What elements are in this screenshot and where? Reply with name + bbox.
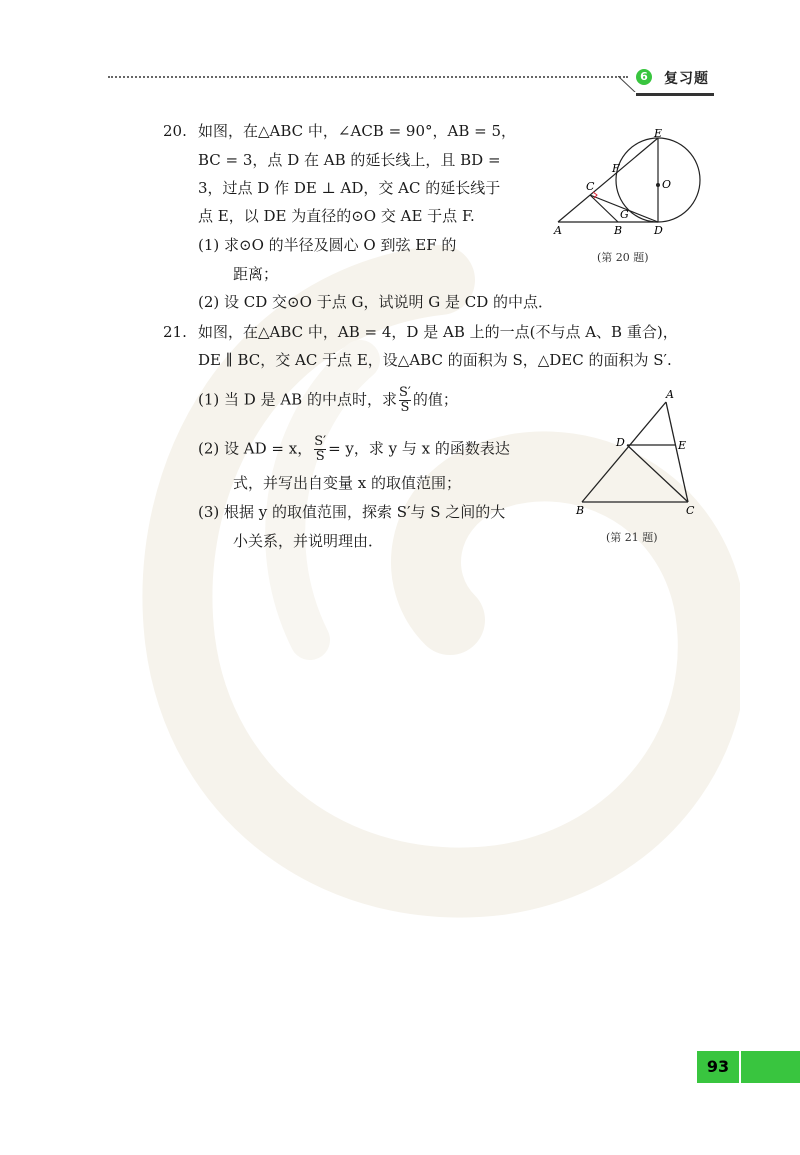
problem-21-number: 21.	[163, 323, 187, 341]
problem-20-line-1: 如图，在△ABC 中，∠ACB = 90°，AB = 5，	[198, 122, 517, 140]
fraction-s-prime-over-s-2	[314, 435, 326, 464]
chapter-number-badge: 6	[636, 69, 652, 85]
figure-21-label-C: C	[686, 504, 695, 517]
figure-20-label-G: G	[620, 208, 629, 221]
problem-21-question-1-text: (1) 当 D 是 AB 的中点时，求	[198, 390, 397, 409]
figure-21-label-A: A	[666, 388, 674, 401]
problem-21-question-3-cont: 小关系，并说明理由．	[233, 532, 384, 550]
fraction-numerator: S′	[398, 385, 411, 400]
figure-20-label-E: E	[654, 128, 663, 140]
problem-21-question-1	[198, 386, 458, 415]
figure-21-label-B: B	[576, 504, 585, 517]
figure-20-label-C: C	[586, 180, 595, 193]
problem-21-line-1: 如图，在△ABC 中，AB = 4，D 是 AB 上的一点(不与点 A、B 重合)，	[198, 323, 678, 341]
problem-20-question-2: (2) 设 CD 交⊙O 于点 G，试说明 G 是 CD 的中点．	[198, 293, 553, 311]
problem-20-line-2: BC = 3，点 D 在 AB 的延长线上，且 BD =	[198, 151, 501, 169]
figure-21-label-D: D	[616, 436, 625, 449]
problem-21-question-3: (3) 根据 y 的取值范围，探索 S′与 S 之间的大	[198, 503, 506, 521]
header-dotted-rule	[108, 76, 628, 78]
fraction-numerator-2: S′	[314, 434, 327, 449]
figure-20-circle-triangle	[548, 128, 718, 240]
chapter-title: 复习题	[664, 71, 709, 87]
figure-20-label-O: O	[662, 178, 672, 191]
problem-20-question-1-cont: 距离；	[233, 265, 279, 283]
problem-21-question-2-text: (2) 设 AD = x，	[198, 439, 313, 458]
page-number: 93	[697, 1051, 739, 1083]
problem-21-question-2-cont: 式，并写出自变量 x 的取值范围；	[233, 474, 461, 492]
figure-21-triangle	[572, 386, 702, 520]
problem-20-question-1: (1) 求⊙O 的半径及圆心 O 到弦 EF 的	[198, 236, 457, 254]
problem-21-question-2-tail: = y，求 y 与 x 的函数表达	[328, 439, 510, 458]
watermark-logo	[140, 240, 740, 920]
figure-20-caption: (第 20 题)	[597, 251, 649, 264]
figure-20-label-F: F	[612, 162, 620, 175]
problem-20-number: 20.	[163, 122, 187, 140]
page-number-band	[741, 1051, 800, 1083]
problem-21-line-2: DE ∥ BC，交 AC 于点 E，设△ABC 的面积为 S，△DEC 的面积为 S′.	[198, 351, 672, 369]
header-underline	[636, 93, 714, 96]
problem-21-question-1-tail: 的值；	[412, 390, 458, 409]
fraction-denominator-2: S	[315, 449, 325, 464]
problem-20-line-4: 点 E，以 DE 为直径的⊙O 交 AE 于点 F.	[198, 207, 475, 225]
figure-21-caption: (第 21 题)	[606, 531, 658, 544]
problem-20-line-3: 3，过点 D 作 DE ⊥ AD，交 AC 的延长线于	[198, 179, 501, 197]
fraction-s-prime-over-s	[399, 386, 411, 415]
fraction-denominator: S	[400, 400, 410, 415]
figure-20-label-D: D	[654, 224, 663, 237]
figure-20-label-B: B	[614, 224, 623, 237]
problem-21-question-2	[198, 435, 510, 464]
figure-20-label-A: A	[554, 224, 562, 237]
figure-21-label-E: E	[678, 439, 687, 452]
